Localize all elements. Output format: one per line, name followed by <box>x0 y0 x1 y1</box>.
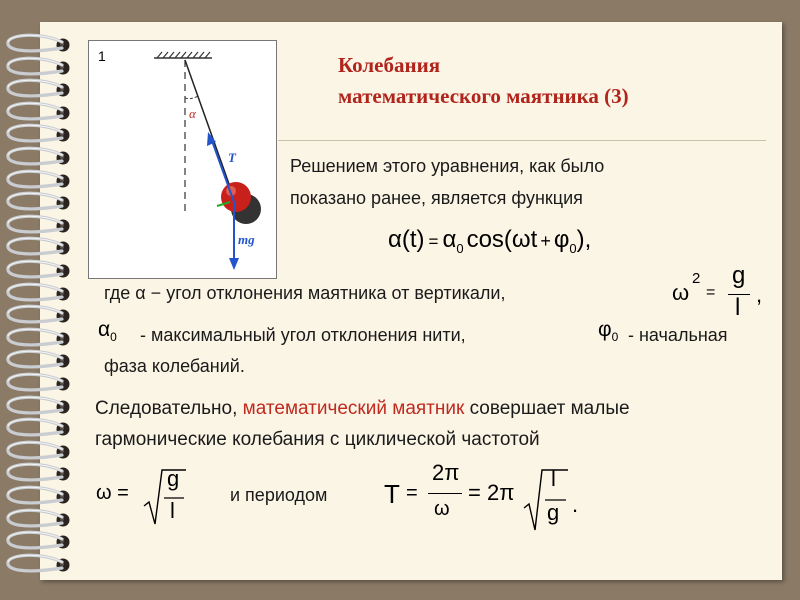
solution-line-1: Решением этого уравнения, как было <box>290 156 605 176</box>
highlight-term: математический маятник <box>242 398 465 419</box>
phi0-description: - начальная <box>628 325 728 345</box>
pendulum-ball <box>221 182 251 212</box>
alpha0-description: - максимальный угол отклонения нити, <box>140 325 466 345</box>
omega-squared-formula: ω 2 = g l , <box>672 262 763 321</box>
pendulum-figure <box>88 40 278 280</box>
where-alpha-text: где α − угол отклонения маятника от вертикали, <box>104 283 506 303</box>
angle-label: α <box>189 106 196 121</box>
omega-formula: ω = g l <box>96 462 196 528</box>
alpha-function-formula: $\alpha(t) = \alpha_0$ $\cos(\omega t + \varphi_0)$, <box>388 226 592 256</box>
phase-text: фаза колебаний. <box>104 356 245 376</box>
slide-title <box>338 50 629 112</box>
figure-number: 1 <box>98 48 106 64</box>
period-text: и периодом <box>230 485 328 505</box>
solution-line-2: показано ранее, является функция <box>290 188 583 208</box>
spiral-binding-ring-icon <box>2 552 72 578</box>
conclusion-line-2: гармонические колебания с циклической частотой <box>95 429 540 450</box>
title-divider <box>278 140 766 141</box>
title-line-1: Колебания <box>338 53 441 77</box>
gravity-label: mg <box>238 232 255 247</box>
title-line-2: математического маятника (3) <box>338 84 629 108</box>
conclusion-line-1: Следовательно, математический маятник совершает малые <box>95 398 630 419</box>
phi0-symbol: $\varphi_0$ <box>598 318 619 345</box>
period-formula: T = 2π ω = 2π l g . <box>384 462 584 536</box>
alpha0-symbol: $\alpha_0$ <box>98 318 117 345</box>
tension-label: T <box>228 150 236 165</box>
